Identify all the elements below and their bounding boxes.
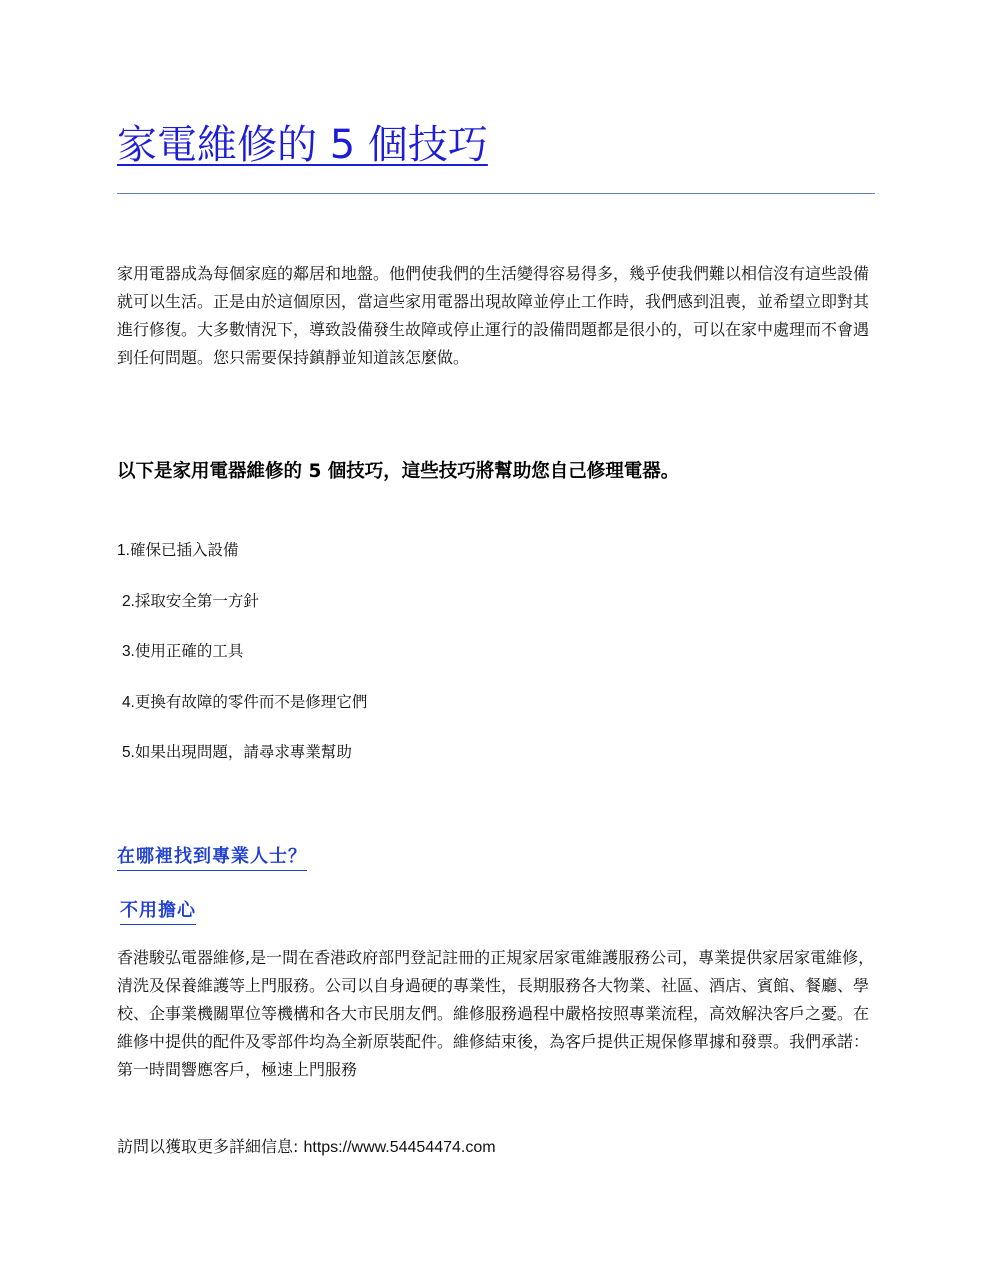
- tips-heading: 以下是家用電器維修的 5 個技巧，這些技巧將幫助您自己修理電器。: [117, 461, 680, 482]
- tip-number: 5.: [121, 744, 135, 761]
- title-divider: [117, 193, 875, 194]
- tip-item: [117, 538, 367, 589]
- tip-item: [117, 639, 367, 690]
- tip-text: 如果出現問題，請尋求專業幫助: [134, 743, 352, 761]
- website-link[interactable]: https://www.54454474.com: [303, 1139, 496, 1156]
- tip-text: 使用正確的工具: [134, 642, 244, 660]
- tip-text: 確保已插入設備: [129, 541, 239, 559]
- tip-number: 4.: [121, 693, 135, 711]
- tips-list: [117, 538, 367, 791]
- page-title: [117, 122, 488, 168]
- visit-label: 訪問以獲取更多詳細信息:: [117, 1137, 304, 1156]
- company-paragraph: 香港駿弘電器維修,是一間在香港政府部門登記註冊的正規家居家電維護服務公司，專業提供家居家電維修，清洗及保養維護等上門服務。公司以自身過硬的專業性，長期服務各大物業、社區、酒店、賓館、餐廳、學校、企事業機關單位等機構和各大市民朋友們。維修服務過程中嚴格按照專業流程，高效解決客戶之憂。在維修中提供的配件及零部件均為全新原裝配件。維修結束後，為客戶提供正規保修單據和發票。我們承諾：第一時間響應客戶，極速上門服務: [117, 948, 875, 1079]
- tip-item: [117, 589, 367, 640]
- tip-number: 2.: [121, 592, 135, 610]
- where-to-find-heading[interactable]: 在哪裡找到專業人士？: [117, 842, 307, 871]
- tip-number: 3.: [121, 643, 135, 660]
- no-worry-heading[interactable]: 不用擔心: [120, 896, 196, 925]
- visit-line: [117, 1134, 496, 1157]
- tip-text: 更換有故障的零件而不是修理它們: [134, 692, 368, 711]
- title-link[interactable]: 家電維修的 5 個技巧: [117, 122, 488, 168]
- tip-item: [117, 690, 367, 741]
- intro-paragraph: 家用電器成為每個家庭的鄰居和地盤。他們使我們的生活變得容易得多，幾乎使我們難以相信沒有這些設備就可以生活。正是由於這個原因，當這些家用電器出現故障並停止工作時，我們感到沮喪，並希望立即對其進行修復。大多數情況下，導致設備發生故障或停止運行的設備問題都是很小的，可以在家中處理而不會遇到任何問題。您只需要保持鎮靜並知道該怎麼做。: [117, 264, 870, 367]
- tip-text: 採取安全第一方針: [134, 591, 259, 610]
- tip-number: 1.: [117, 542, 130, 559]
- tip-item: [117, 740, 367, 791]
